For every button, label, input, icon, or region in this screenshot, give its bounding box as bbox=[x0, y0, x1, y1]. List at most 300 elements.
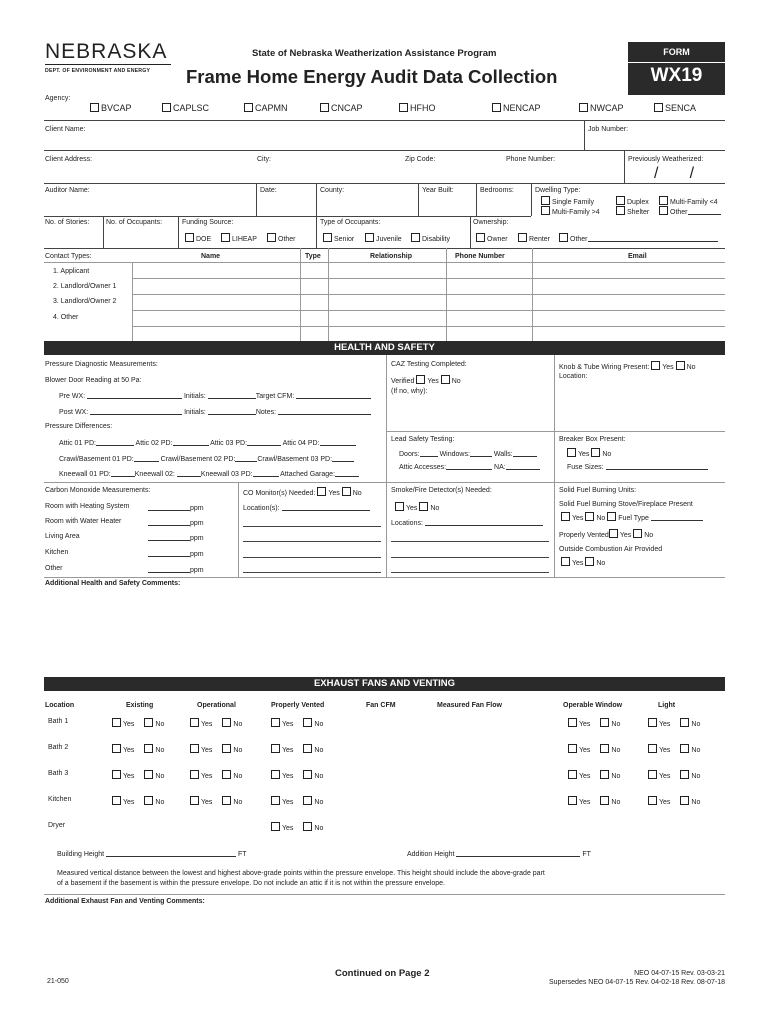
dwelling-option[interactable] bbox=[659, 206, 721, 216]
walls-field[interactable] bbox=[513, 449, 537, 457]
no-checkbox[interactable] bbox=[342, 487, 351, 496]
yes-no-group bbox=[568, 744, 620, 754]
attic-access-field[interactable] bbox=[446, 462, 492, 470]
program-title: State of Nebraska Weatherization Assistance Program bbox=[252, 48, 497, 59]
exhaust-row-label: Bath 3 bbox=[48, 770, 69, 777]
locations-field[interactable] bbox=[282, 503, 370, 511]
yes-label: Yes bbox=[579, 747, 591, 754]
no-checkbox[interactable] bbox=[600, 796, 609, 805]
dwelling-option-label: Single Family bbox=[552, 199, 595, 206]
yes-checkbox[interactable] bbox=[190, 796, 199, 805]
agency-option[interactable] bbox=[244, 103, 288, 113]
kneewall-2-field[interactable] bbox=[177, 469, 201, 477]
attic-3-field[interactable] bbox=[247, 438, 281, 446]
agency-option[interactable] bbox=[162, 103, 209, 113]
client-address-label: Client Address: bbox=[45, 156, 93, 163]
checkbox[interactable] bbox=[518, 233, 527, 242]
occupants-label: No. of Occupants: bbox=[106, 219, 163, 226]
yes-label: Yes bbox=[659, 721, 671, 728]
dwelling-option[interactable] bbox=[541, 206, 600, 216]
form-badge bbox=[628, 42, 725, 95]
yes-label: Yes bbox=[282, 825, 294, 832]
checkbox[interactable] bbox=[659, 206, 668, 215]
solid-present-row bbox=[561, 512, 703, 522]
yes-no-group bbox=[190, 796, 242, 806]
dwelling-option[interactable] bbox=[616, 196, 649, 206]
caz-label: CAZ Testing Completed: bbox=[391, 361, 467, 368]
divider bbox=[132, 262, 133, 341]
caz-verified-row bbox=[391, 375, 461, 385]
no-label: No bbox=[352, 490, 362, 497]
no-checkbox[interactable] bbox=[680, 770, 689, 779]
yes-no-group bbox=[112, 796, 164, 806]
yes-checkbox[interactable] bbox=[568, 718, 577, 727]
kneewall-1-label: Kneewall 01 PD: bbox=[59, 471, 111, 478]
dwelling-option-label: Other bbox=[670, 209, 688, 216]
yes-no-group bbox=[568, 796, 620, 806]
ppm-field[interactable] bbox=[148, 549, 190, 557]
occupant-type-label: Senior bbox=[334, 236, 355, 243]
divider bbox=[532, 248, 533, 341]
ppm-row bbox=[148, 565, 204, 574]
occupant-type-option[interactable] bbox=[365, 233, 402, 243]
doors-field[interactable] bbox=[420, 449, 438, 457]
no-label: No bbox=[602, 451, 612, 458]
notes-field[interactable] bbox=[278, 407, 371, 415]
yes-checkbox[interactable] bbox=[395, 502, 404, 511]
yes-no-group bbox=[112, 744, 164, 754]
ownership-option[interactable] bbox=[476, 233, 508, 243]
no-checkbox[interactable] bbox=[222, 718, 231, 727]
health-safety-header: HEALTH AND SAFETY bbox=[44, 341, 725, 355]
no-checkbox[interactable] bbox=[222, 770, 231, 779]
building-height-field[interactable] bbox=[106, 849, 236, 857]
yes-checkbox[interactable] bbox=[561, 512, 570, 521]
crawl-2-label: Crawl/Basement 02 PD: bbox=[160, 456, 236, 463]
windows-field[interactable] bbox=[470, 449, 492, 457]
agency-option-label: HFHO bbox=[410, 103, 436, 113]
crawl-3-field[interactable] bbox=[332, 454, 354, 462]
yes-checkbox[interactable] bbox=[190, 744, 199, 753]
smoke-locations-row bbox=[391, 518, 543, 527]
location-line[interactable] bbox=[243, 526, 381, 527]
contact-row-label: 2. Landlord/Owner 1 bbox=[53, 283, 117, 290]
checkbox[interactable] bbox=[616, 206, 625, 215]
yes-no-group bbox=[568, 770, 620, 780]
contact-row-label: 4. Other bbox=[53, 314, 79, 321]
dwelling-option[interactable] bbox=[659, 196, 718, 206]
no-checkbox[interactable] bbox=[600, 770, 609, 779]
yes-checkbox[interactable] bbox=[648, 770, 657, 779]
attached-garage-field[interactable] bbox=[335, 469, 359, 477]
divider bbox=[103, 216, 104, 248]
yes-label: Yes bbox=[282, 773, 294, 780]
no-checkbox[interactable] bbox=[585, 557, 594, 566]
exhaust-header-operational: Operational bbox=[197, 702, 236, 709]
initials-field[interactable] bbox=[208, 407, 256, 415]
yes-checkbox[interactable] bbox=[567, 448, 576, 457]
agency-option[interactable] bbox=[654, 103, 696, 113]
checkbox[interactable] bbox=[654, 103, 663, 112]
ppm-label: ppm bbox=[190, 520, 204, 527]
yes-checkbox[interactable] bbox=[271, 796, 280, 805]
yes-checkbox[interactable] bbox=[416, 375, 425, 384]
yes-checkbox[interactable] bbox=[271, 822, 280, 831]
no-checkbox[interactable] bbox=[303, 744, 312, 753]
yes-label: Yes bbox=[123, 721, 135, 728]
checkbox[interactable] bbox=[90, 103, 99, 112]
target-cfm-label: Target CFM: bbox=[255, 393, 295, 400]
yes-checkbox[interactable] bbox=[568, 744, 577, 753]
target-cfm-field[interactable] bbox=[296, 391, 371, 399]
divider bbox=[470, 216, 471, 248]
form-number bbox=[628, 62, 725, 63]
dwelling-option[interactable] bbox=[541, 196, 594, 206]
properly-vented-label: Properly Vented bbox=[559, 532, 609, 539]
no-checkbox[interactable] bbox=[303, 718, 312, 727]
yes-label: Yes bbox=[328, 490, 340, 497]
yes-no-group bbox=[568, 718, 620, 728]
building-height-label: Building Height bbox=[57, 851, 105, 858]
attic-2-field[interactable] bbox=[173, 438, 209, 446]
locations-field[interactable] bbox=[425, 518, 543, 526]
ownership-option[interactable] bbox=[518, 233, 550, 243]
checkbox[interactable] bbox=[399, 103, 408, 112]
no-label: No bbox=[611, 773, 621, 780]
divider bbox=[531, 183, 532, 216]
divider bbox=[44, 216, 531, 217]
no-checkbox[interactable] bbox=[303, 770, 312, 779]
nebraska-logo bbox=[45, 41, 171, 74]
fuel-type-label: Fuel Type bbox=[618, 515, 649, 522]
checkbox[interactable] bbox=[492, 103, 501, 112]
divider bbox=[446, 248, 447, 341]
logo-subtitle: DEPT. OF ENVIRONMENT AND ENERGY bbox=[45, 68, 151, 74]
yes-checkbox[interactable] bbox=[651, 361, 660, 370]
checkbox[interactable] bbox=[559, 233, 568, 242]
contact-types-label: Contact Types: bbox=[45, 253, 92, 260]
agency-option[interactable] bbox=[399, 103, 436, 113]
no-checkbox[interactable] bbox=[680, 718, 689, 727]
pre-wx-field[interactable] bbox=[87, 391, 182, 399]
attic-4-label: Attic 04 PD: bbox=[282, 440, 320, 447]
no-checkbox[interactable] bbox=[303, 796, 312, 805]
checkbox[interactable] bbox=[221, 233, 230, 242]
checkbox[interactable] bbox=[659, 196, 668, 205]
checkbox[interactable] bbox=[365, 233, 374, 242]
post-wx-field[interactable] bbox=[90, 407, 182, 415]
exhaust-header: EXHAUST FANS AND VENTING bbox=[44, 677, 725, 691]
pre-wx-label: Pre WX: bbox=[59, 393, 86, 400]
no-label: No bbox=[691, 721, 701, 728]
yes-checkbox[interactable] bbox=[271, 718, 280, 727]
yes-label: Yes bbox=[201, 721, 213, 728]
occupant-type-option[interactable] bbox=[411, 233, 450, 243]
location-line[interactable] bbox=[243, 572, 381, 573]
attic-4-field[interactable] bbox=[320, 438, 356, 446]
ownership-option[interactable] bbox=[559, 233, 718, 243]
logo-underline bbox=[45, 64, 171, 65]
yes-label: Yes bbox=[282, 799, 294, 806]
yes-checkbox[interactable] bbox=[112, 796, 121, 805]
exhaust-row-label: Kitchen bbox=[48, 796, 72, 803]
checkbox[interactable] bbox=[616, 196, 625, 205]
date-slashes: / / bbox=[654, 165, 695, 182]
no-checkbox[interactable] bbox=[144, 770, 153, 779]
yes-checkbox[interactable] bbox=[609, 529, 618, 538]
co-locations-row bbox=[243, 503, 370, 512]
yes-checkbox[interactable] bbox=[561, 557, 570, 566]
funding-option[interactable] bbox=[267, 233, 296, 243]
yes-checkbox[interactable] bbox=[317, 487, 326, 496]
exhaust-row-label: Bath 2 bbox=[48, 744, 69, 751]
yes-checkbox[interactable] bbox=[112, 770, 121, 779]
logo-text: NEBRASKA bbox=[45, 40, 168, 63]
yes-label: Yes bbox=[201, 799, 213, 806]
initials-label: Initials: bbox=[183, 393, 206, 400]
dwelling-option-label: Multi-Family <4 bbox=[670, 199, 718, 206]
ppm-field[interactable] bbox=[148, 503, 190, 511]
agency-option[interactable] bbox=[90, 103, 132, 113]
no-label: No bbox=[155, 773, 165, 780]
continued-label: Continued on Page 2 bbox=[335, 968, 430, 979]
yes-no-group bbox=[112, 770, 164, 780]
no-label: No bbox=[596, 515, 606, 522]
exhaust-header-existing: Existing bbox=[126, 702, 154, 709]
yes-checkbox[interactable] bbox=[112, 744, 121, 753]
exhaust-header-light: Light bbox=[658, 702, 676, 709]
lead-label: Lead Safety Testing: bbox=[391, 436, 455, 443]
ppm-row bbox=[148, 549, 204, 558]
no-label: No bbox=[691, 747, 701, 754]
yes-checkbox[interactable] bbox=[190, 770, 199, 779]
yes-label: Yes bbox=[659, 773, 671, 780]
agency-option[interactable] bbox=[579, 103, 624, 113]
previously-weatherized-label: Previously Weatherized: bbox=[628, 156, 704, 163]
ownership-option-label: Renter bbox=[529, 236, 551, 243]
checkbox[interactable] bbox=[541, 206, 550, 215]
no-checkbox[interactable] bbox=[222, 744, 231, 753]
fuel-type-checkbox[interactable] bbox=[607, 512, 616, 521]
checkbox[interactable] bbox=[267, 233, 276, 242]
no-checkbox[interactable] bbox=[441, 375, 450, 384]
crawl-pd-row bbox=[59, 454, 354, 463]
co-title: Carbon Monoxide Measurements: bbox=[45, 487, 151, 494]
dwelling-option-label: Shelter bbox=[627, 209, 650, 216]
checkbox[interactable] bbox=[541, 196, 550, 205]
no-label: No bbox=[691, 799, 701, 806]
checkbox[interactable] bbox=[185, 233, 194, 242]
exhaust-row-label: Dryer bbox=[48, 822, 66, 829]
contact-row-label: 1. Applicant bbox=[53, 268, 90, 275]
exhaust-row-label: Bath 1 bbox=[48, 718, 69, 725]
no-label: No bbox=[314, 825, 324, 832]
no-checkbox[interactable] bbox=[222, 796, 231, 805]
ppm-field[interactable] bbox=[148, 533, 190, 541]
divider bbox=[584, 120, 585, 150]
checkbox[interactable] bbox=[579, 103, 588, 112]
height-note-2: of a basement if the basement is within the pressure envelope. Do not include an attic if it is not within the pressure envelope. bbox=[57, 880, 445, 887]
yes-checkbox[interactable] bbox=[271, 744, 280, 753]
fuse-field[interactable] bbox=[606, 462, 708, 470]
no-label: No bbox=[314, 773, 324, 780]
occupant-type-label: Type of Occupants: bbox=[320, 219, 381, 226]
funding-label: Funding Source: bbox=[182, 219, 234, 226]
dwelling-option-label: Multi-Family >4 bbox=[552, 209, 600, 216]
ppm-row bbox=[148, 503, 204, 512]
na-field[interactable] bbox=[506, 462, 540, 470]
yes-checkbox[interactable] bbox=[112, 718, 121, 727]
yes-checkbox[interactable] bbox=[568, 796, 577, 805]
exhaust-header-cfm: Fan CFM bbox=[366, 702, 396, 709]
outside-air-row bbox=[561, 557, 605, 567]
agency-option-label: CNCAP bbox=[331, 103, 363, 113]
location-line[interactable] bbox=[391, 557, 549, 558]
no-label: No bbox=[314, 721, 324, 728]
location-line[interactable] bbox=[391, 572, 549, 573]
attached-garage-label: Attached Garage: bbox=[280, 471, 336, 478]
yes-no-group bbox=[271, 796, 323, 806]
no-label: No bbox=[644, 532, 654, 539]
kneewall-3-label: Kneewall 03 PD: bbox=[200, 471, 253, 478]
no-label: No bbox=[611, 799, 621, 806]
agency-option-label: SENCA bbox=[665, 103, 697, 113]
kneewall-3-field[interactable] bbox=[253, 469, 279, 477]
no-checkbox[interactable] bbox=[680, 744, 689, 753]
crawl-1-field[interactable] bbox=[134, 454, 159, 462]
divider bbox=[44, 120, 725, 121]
exhaust-header-window: Operable Window bbox=[563, 702, 623, 709]
attic-access-label: Attic Accesses: bbox=[399, 464, 447, 471]
windows-label: Windows: bbox=[439, 451, 470, 458]
divider bbox=[554, 355, 555, 577]
yes-checkbox[interactable] bbox=[271, 770, 280, 779]
divider bbox=[178, 216, 179, 248]
agency-label: Agency: bbox=[45, 95, 71, 102]
funding-option-label: Other bbox=[278, 236, 296, 243]
year-built-label: Year Built: bbox=[422, 187, 454, 194]
fuel-type-field[interactable] bbox=[651, 513, 703, 521]
breaker-row bbox=[567, 448, 611, 458]
divider bbox=[316, 183, 317, 216]
knob-location-label: Location: bbox=[559, 373, 588, 380]
location-line[interactable] bbox=[243, 557, 381, 558]
location-line[interactable] bbox=[391, 541, 549, 542]
divider bbox=[44, 577, 725, 578]
exhaust-header-location: Location bbox=[45, 702, 75, 709]
no-label: No bbox=[233, 747, 243, 754]
no-checkbox[interactable] bbox=[419, 502, 428, 511]
co-room: Living Area bbox=[45, 533, 80, 540]
yes-checkbox[interactable] bbox=[648, 718, 657, 727]
yes-label: Yes bbox=[201, 747, 213, 754]
form-label: FORM bbox=[663, 47, 690, 57]
contact-header-phone: Phone Number bbox=[455, 253, 505, 260]
addition-height-row bbox=[407, 849, 591, 858]
no-label: No bbox=[611, 747, 621, 754]
if-no-label: (If no, why): bbox=[391, 388, 428, 395]
yes-label: Yes bbox=[572, 560, 584, 567]
location-line[interactable] bbox=[243, 541, 381, 542]
auditor-label: Auditor Name: bbox=[45, 187, 90, 194]
yes-checkbox[interactable] bbox=[648, 744, 657, 753]
yes-checkbox[interactable] bbox=[648, 796, 657, 805]
no-checkbox[interactable] bbox=[591, 448, 600, 457]
stories-label: No. of Stories: bbox=[45, 219, 90, 226]
agency-option[interactable] bbox=[492, 103, 541, 113]
divider bbox=[132, 326, 725, 327]
contact-header-relationship: Relationship bbox=[370, 253, 413, 260]
divider bbox=[44, 248, 725, 249]
divider bbox=[44, 183, 725, 184]
checkbox[interactable] bbox=[323, 233, 332, 242]
crawl-2-field[interactable] bbox=[235, 454, 257, 462]
county-label: County: bbox=[320, 187, 345, 194]
funding-option[interactable] bbox=[185, 233, 211, 243]
attic-1-label: Attic 01 PD: bbox=[59, 440, 96, 447]
ppm-field[interactable] bbox=[148, 518, 190, 526]
occupant-type-option[interactable] bbox=[323, 233, 354, 243]
checkbox[interactable] bbox=[162, 103, 171, 112]
initials-field[interactable] bbox=[208, 391, 256, 399]
co-room: Room with Heating System bbox=[45, 503, 130, 510]
yes-checkbox[interactable] bbox=[190, 718, 199, 727]
form-title: Frame Home Energy Audit Data Collection bbox=[186, 66, 558, 87]
no-checkbox[interactable] bbox=[144, 718, 153, 727]
ppm-label: ppm bbox=[190, 505, 204, 512]
no-checkbox[interactable] bbox=[633, 529, 642, 538]
divider bbox=[256, 183, 257, 216]
no-checkbox[interactable] bbox=[600, 718, 609, 727]
verified-label: Verified bbox=[391, 378, 415, 385]
funding-option[interactable] bbox=[221, 233, 257, 243]
yes-no-group bbox=[190, 744, 242, 754]
no-checkbox[interactable] bbox=[303, 822, 312, 831]
no-checkbox[interactable] bbox=[600, 744, 609, 753]
no-checkbox[interactable] bbox=[680, 796, 689, 805]
yes-label: Yes bbox=[659, 747, 671, 754]
yes-checkbox[interactable] bbox=[568, 770, 577, 779]
no-label: No bbox=[155, 747, 165, 754]
dwelling-option[interactable] bbox=[616, 206, 649, 216]
checkbox[interactable] bbox=[244, 103, 253, 112]
crawl-3-label: Crawl/Basement 03 PD: bbox=[257, 456, 333, 463]
no-label: No bbox=[314, 747, 324, 754]
yes-label: Yes bbox=[123, 799, 135, 806]
checkbox[interactable] bbox=[411, 233, 420, 242]
attic-1-field[interactable] bbox=[96, 438, 134, 446]
post-wx-label: Post WX: bbox=[59, 409, 89, 416]
checkbox[interactable] bbox=[320, 103, 329, 112]
city-label: City: bbox=[257, 156, 271, 163]
no-checkbox[interactable] bbox=[676, 361, 685, 370]
locations-label: Location(s): bbox=[243, 505, 280, 512]
ppm-field[interactable] bbox=[148, 565, 190, 573]
kneewall-1-field[interactable] bbox=[111, 469, 135, 477]
addition-height-field[interactable] bbox=[456, 849, 580, 857]
divider bbox=[476, 183, 477, 216]
agency-option[interactable] bbox=[320, 103, 363, 113]
yes-label: Yes bbox=[572, 515, 584, 522]
checkbox[interactable] bbox=[476, 233, 485, 242]
contact-header-type: Type bbox=[305, 253, 321, 260]
no-checkbox[interactable] bbox=[144, 796, 153, 805]
no-checkbox[interactable] bbox=[585, 512, 594, 521]
no-checkbox[interactable] bbox=[144, 744, 153, 753]
yes-no-group bbox=[271, 770, 323, 780]
ppm-row bbox=[148, 533, 204, 542]
no-label: No bbox=[233, 721, 243, 728]
